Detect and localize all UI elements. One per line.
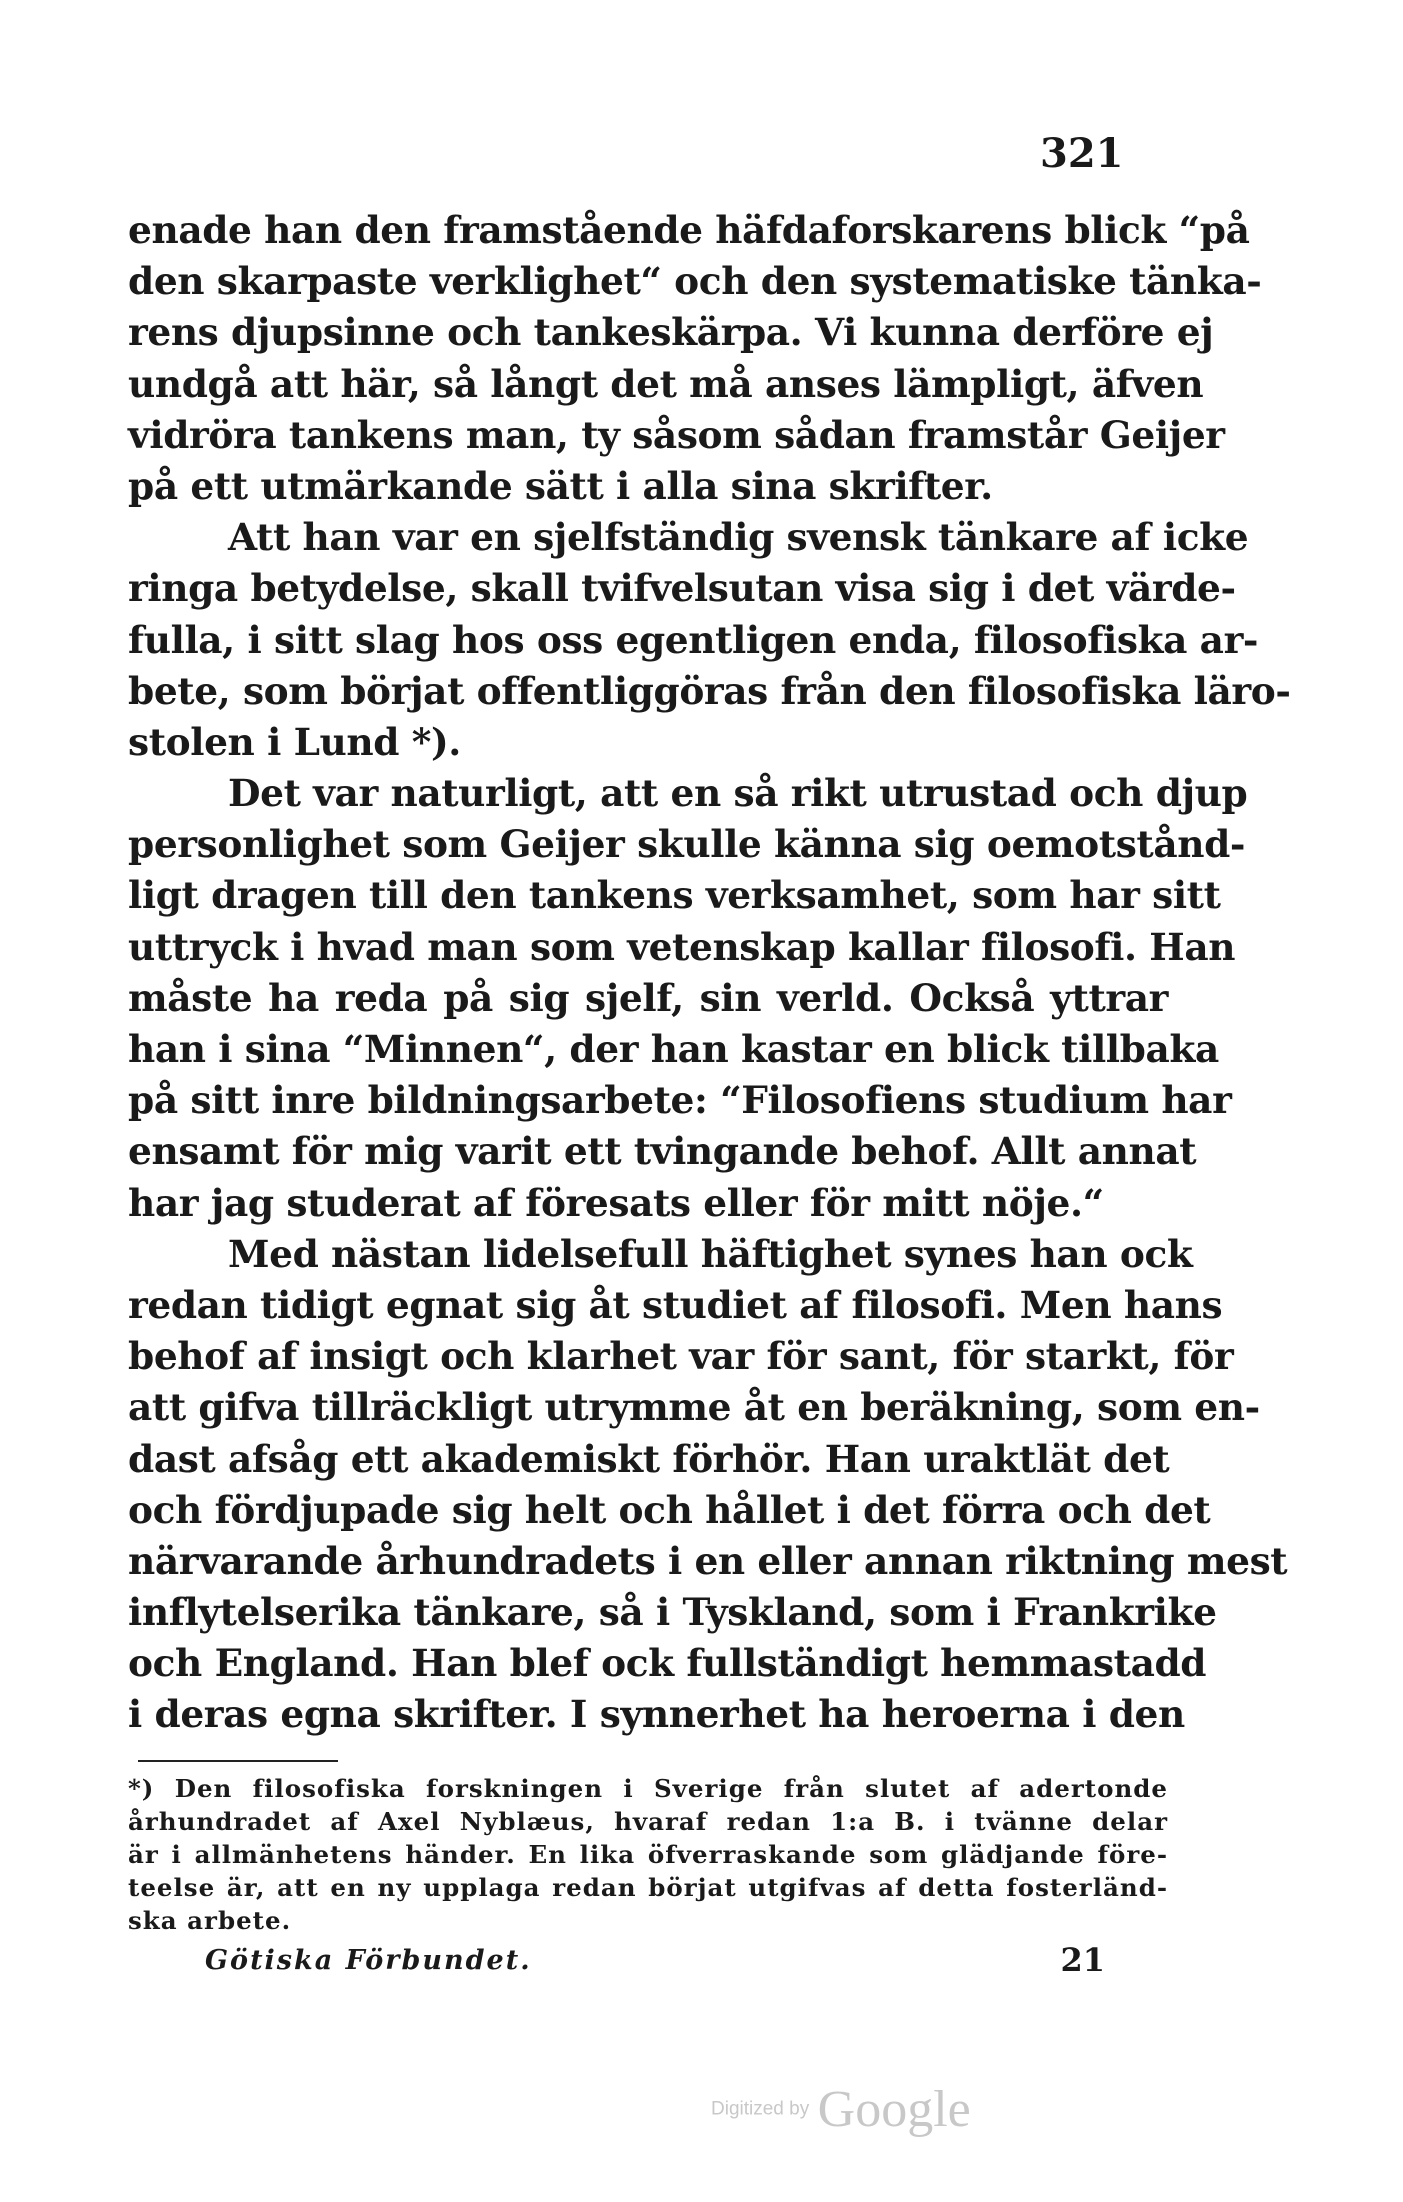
footnote-line: är i allmänhetens händer. En lika öfverraskande som glädjande före- xyxy=(128,1840,1168,1869)
text-line: fulla, i sitt slag hos oss egentligen enda, filosofiska ar- xyxy=(128,617,1259,662)
text-line: Med nästan lidelsefull häftighet synes han ock xyxy=(228,1231,1193,1276)
signature-number: 21 xyxy=(1060,1941,1105,1979)
text-line: och fördjupade sig helt och hållet i det förra och det xyxy=(128,1487,1211,1532)
text-line: inflytelserika tänkare, så i Tyskland, som i Frankrike xyxy=(128,1590,1217,1635)
watermark-text: Digitized by xyxy=(711,2098,810,2120)
text-line: ringa betydelse, skall tvifvelsutan visa sig i det värde- xyxy=(128,566,1236,611)
text-line: ligt dragen till den tankens verksamhet, som har sitt xyxy=(128,873,1221,918)
text-line: måste ha reda på sig sjelf, sin verld. Också yttrar xyxy=(128,975,1168,1020)
text-line: på ett utmärkande sätt i alla sina skrifter. xyxy=(128,463,993,508)
digitization-watermark xyxy=(711,2080,971,2139)
footnote-line: teelse är, att en ny upplaga redan börjat utgifvas af detta fosterländ- xyxy=(128,1873,1168,1902)
text-line: har jag studerat af föresats eller för mitt nöje.“ xyxy=(128,1180,1104,1225)
text-line: den skarpaste verklighet“ och den systematiske tänka- xyxy=(128,259,1262,304)
printer-signature: Götiska Förbundet. xyxy=(205,1945,532,1976)
text-line: och England. Han blef ock fullständigt hemmastadd xyxy=(128,1641,1207,1686)
text-line: uttryck i hvad man som vetenskap kallar filosofi. Han xyxy=(128,924,1236,969)
body-text xyxy=(128,205,1291,1741)
text-line: han i sina “Minnen“, der han kastar en blick tillbaka xyxy=(128,1027,1219,1071)
text-line: undgå att här, så långt det må anses lämpligt, äfven xyxy=(128,361,1204,406)
text-line: behof af insigt och klarhet var för sant, för starkt, för xyxy=(128,1334,1234,1379)
text-line: rens djupsinne och tankeskärpa. Vi kunna derföre ej xyxy=(128,310,1214,355)
google-logo: Google xyxy=(817,2081,971,2138)
text-line: vidröra tankens man, ty såsom sådan framstår Geijer xyxy=(128,412,1225,457)
text-line: ensamt för mig varit ett tvingande behof. Allt annat xyxy=(128,1129,1197,1174)
page-number: 321 xyxy=(1040,130,1124,177)
signature-row xyxy=(205,1941,1105,1985)
text-line: att gifva tillräckligt utrymme åt en beräkning, som en- xyxy=(128,1385,1260,1430)
text-line: Det var naturligt, att en så rikt utrustad och djup xyxy=(228,771,1248,816)
text-line: i deras egna skrifter. I synnerhet ha heroerna i den xyxy=(128,1692,1185,1737)
text-line: redan tidigt egnat sig åt studiet af filosofi. Men hans xyxy=(128,1282,1223,1327)
footnote-line: *) Den filosofiska forskningen i Sverige från slutet af adertonde xyxy=(128,1774,1168,1803)
footnote-line: ska arbete. xyxy=(128,1906,292,1935)
footnote xyxy=(128,1772,1168,1937)
text-line: dast afsåg ett akademiskt förhör. Han uraktlät det xyxy=(128,1436,1170,1481)
footnote-divider xyxy=(138,1760,338,1762)
text-line: enade han den framstående häfdaforskarens blick “på xyxy=(128,208,1250,252)
footnote-line: århundradet af Axel Nyblæus, hvaraf redan 1:a B. i tvänne delar xyxy=(128,1807,1168,1836)
text-line: Att han var en sjelfständig svensk tänkare af icke xyxy=(228,515,1249,560)
text-line: på sitt inre bildningsarbete: “Filosofiens studium har xyxy=(128,1078,1232,1123)
text-line: stolen i Lund *). xyxy=(128,719,461,764)
text-line: bete, som börjat offentliggöras från den filosofiska läro- xyxy=(128,668,1291,713)
text-line: personlighet som Geijer skulle känna sig oemotstånd- xyxy=(128,822,1246,867)
text-line: närvarande århundradets i en eller annan riktning mest xyxy=(128,1538,1288,1583)
